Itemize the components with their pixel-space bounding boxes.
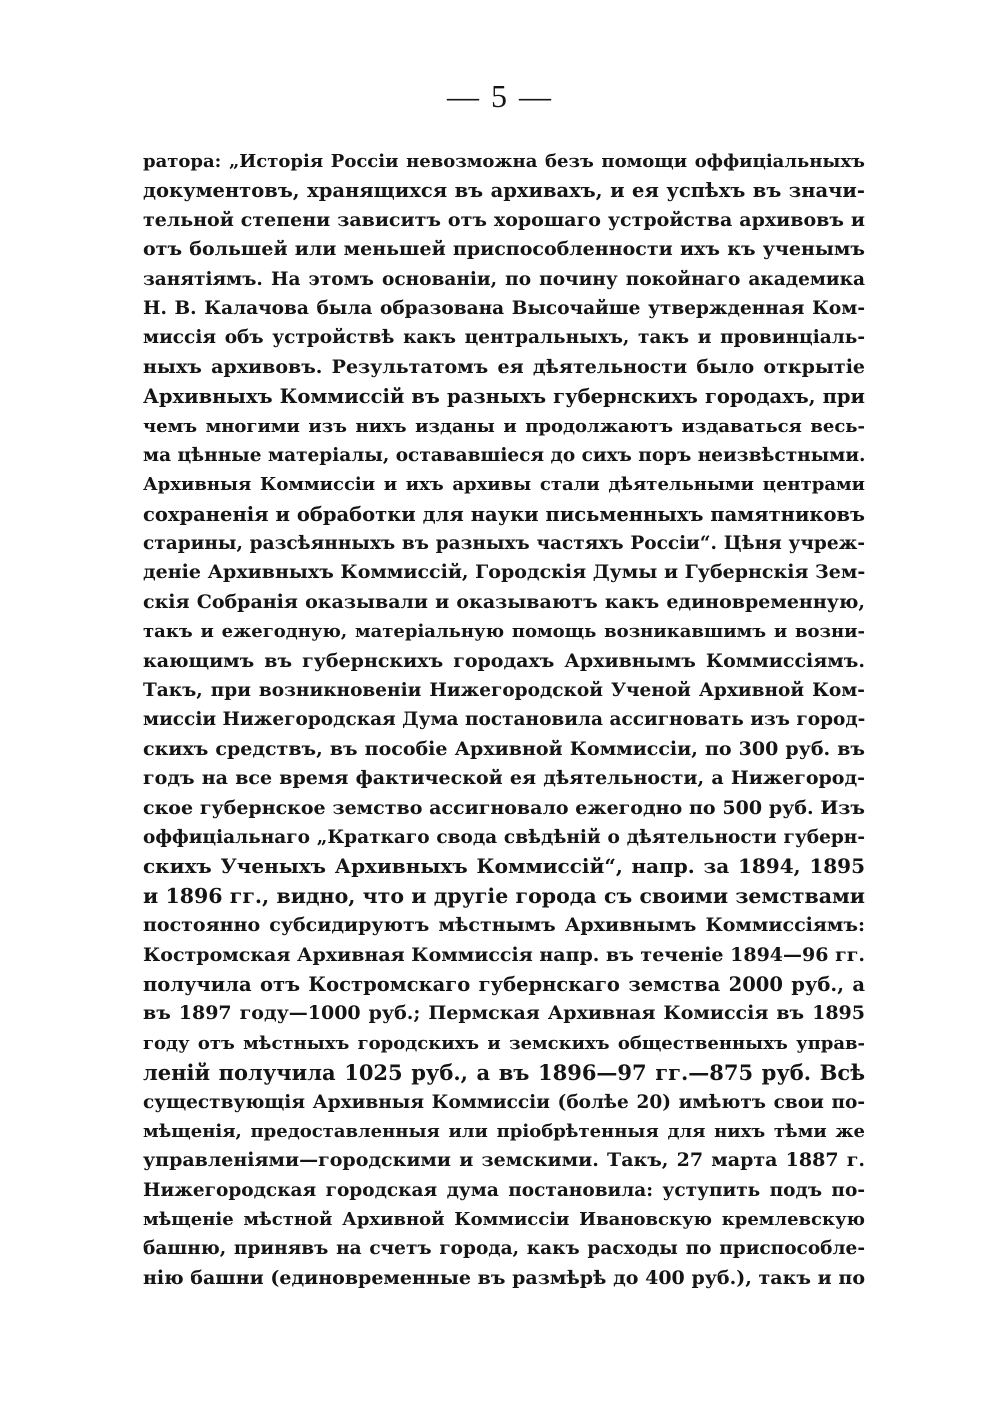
text-line: и 1896 гг., видно, что и другіе города съ своими земствами xyxy=(143,883,865,908)
text-line: существующія Архивныя Коммиссіи (болѣе 20) имѣютъ свои по- xyxy=(143,1091,865,1113)
text-line: мѣщеніе мѣстной Архивной Коммиссіи Ивановскую кремлевскую xyxy=(143,1209,865,1231)
text-line: башню, принявъ на счетъ города, какъ расходы по приспособле- xyxy=(143,1238,865,1260)
text-line: ское губернское земство ассигновало ежегодно по 500 руб. Изъ xyxy=(143,796,865,819)
text-line: кающимъ въ губернскихъ городахъ Архивнымъ Коммиссіямъ. xyxy=(143,649,865,672)
text-line: такъ и ежегодную, матеріальную помощь возникавшимъ и возни- xyxy=(143,621,865,643)
body-text xyxy=(143,147,865,1293)
text-line: занятіямъ. На этомъ основаніи, по почину покойнаго академика xyxy=(143,268,865,290)
text-line: получила отъ Костромскаго губернскаго земства 2000 руб., а xyxy=(143,972,865,996)
text-line: Архивныя Коммиссіи и ихъ архивы стали дѣятельными центрами xyxy=(143,474,865,496)
text-line: году отъ мѣстныхъ городскихъ и земскихъ общественныхъ управ- xyxy=(143,1032,865,1054)
text-line: ма цѣнные матеріалы, остававшіеся до сихъ поръ неизвѣстными. xyxy=(143,444,865,466)
text-line: Такъ, при возникновеніи Нижегородской Ученой Архивной Ком- xyxy=(143,680,865,702)
text-line: старины, разсѣянныхъ въ разныхъ частяхъ Россіи“. Цѣня учреж- xyxy=(143,533,865,555)
text-line: чемъ многими изъ нихъ изданы и продолжаютъ издаваться весь- xyxy=(143,415,865,437)
text-line: отъ большей или меньшей приспособленности ихъ къ ученымъ xyxy=(143,238,865,261)
text-line: годъ на все время фактической ея дѣятельности, а Нижегород- xyxy=(143,767,865,790)
text-line: деніе Архивныхъ Коммиссій, Городскія Думы и Губернскія Зем- xyxy=(143,561,865,584)
text-line: Архивныхъ Коммиссій въ разныхъ губернскихъ городахъ, при xyxy=(143,385,865,409)
text-line: мѣщенія, предоставленныя или пріобрѣтенныя для нихъ тѣми же xyxy=(143,1120,865,1142)
text-line: Костромская Архивная Коммиссія напр. въ теченіе 1894—96 гг. xyxy=(143,943,865,966)
text-line: скихъ средствъ, въ пособіе Архивной Коммиссіи, по 300 руб. въ xyxy=(143,737,865,760)
text-line: леній получила 1025 руб., а въ 1896—97 гг.—875 руб. Всѣ xyxy=(143,1060,865,1086)
text-line: оффиціальнаго „Краткаго свода свѣдѣній о дѣятельности губерн- xyxy=(143,826,865,848)
text-line: документовъ, хранящихся въ архивахъ, и ея успѣхъ въ значи- xyxy=(143,179,865,203)
text-line: управленіями—городскими и земскими. Такъ, 27 марта 1887 г. xyxy=(143,1149,865,1172)
text-line: ныхъ архивовъ. Результатомъ ея дѣятельности было открытіе xyxy=(143,355,865,378)
page-number: — 5 — xyxy=(447,78,553,114)
text-line: тельной степени зависитъ отъ хорошаго устройства архивовъ и xyxy=(143,208,865,231)
text-line: Нижегородская городская дума постановила: уступить подъ по- xyxy=(143,1179,865,1201)
text-line: сохраненія и обработки для науки письменныхъ памятниковъ xyxy=(143,502,865,526)
text-line: миссія объ устройствѣ какъ центральныхъ, такъ и провинціаль- xyxy=(143,327,865,349)
text-line: скія Собранія оказывали и оказываютъ какъ единовременную, xyxy=(143,590,865,613)
text-line: постоянно субсидируютъ мѣстнымъ Архивнымъ Коммиссіямъ: xyxy=(143,914,865,937)
text-line: Н. В. Калачова была образована Высочайше утвержденная Ком- xyxy=(143,297,865,319)
text-line: ратора: „Исторія Россіи невозможна безъ помощи оффиціальныхъ xyxy=(143,151,865,172)
text-line: въ 1897 году—1000 руб.; Пермская Архивная Комиссія въ 1895 xyxy=(143,1002,865,1025)
text-line: миссіи Нижегородская Дума постановила ассигновать изъ город- xyxy=(143,709,865,731)
text-line: нію башни (единовременные въ размѣрѣ до 400 руб.), такъ и по xyxy=(143,1266,865,1289)
text-line: скихъ Ученыхъ Архивныхъ Коммиссій“, напр. за 1894, 1895 xyxy=(143,854,865,879)
